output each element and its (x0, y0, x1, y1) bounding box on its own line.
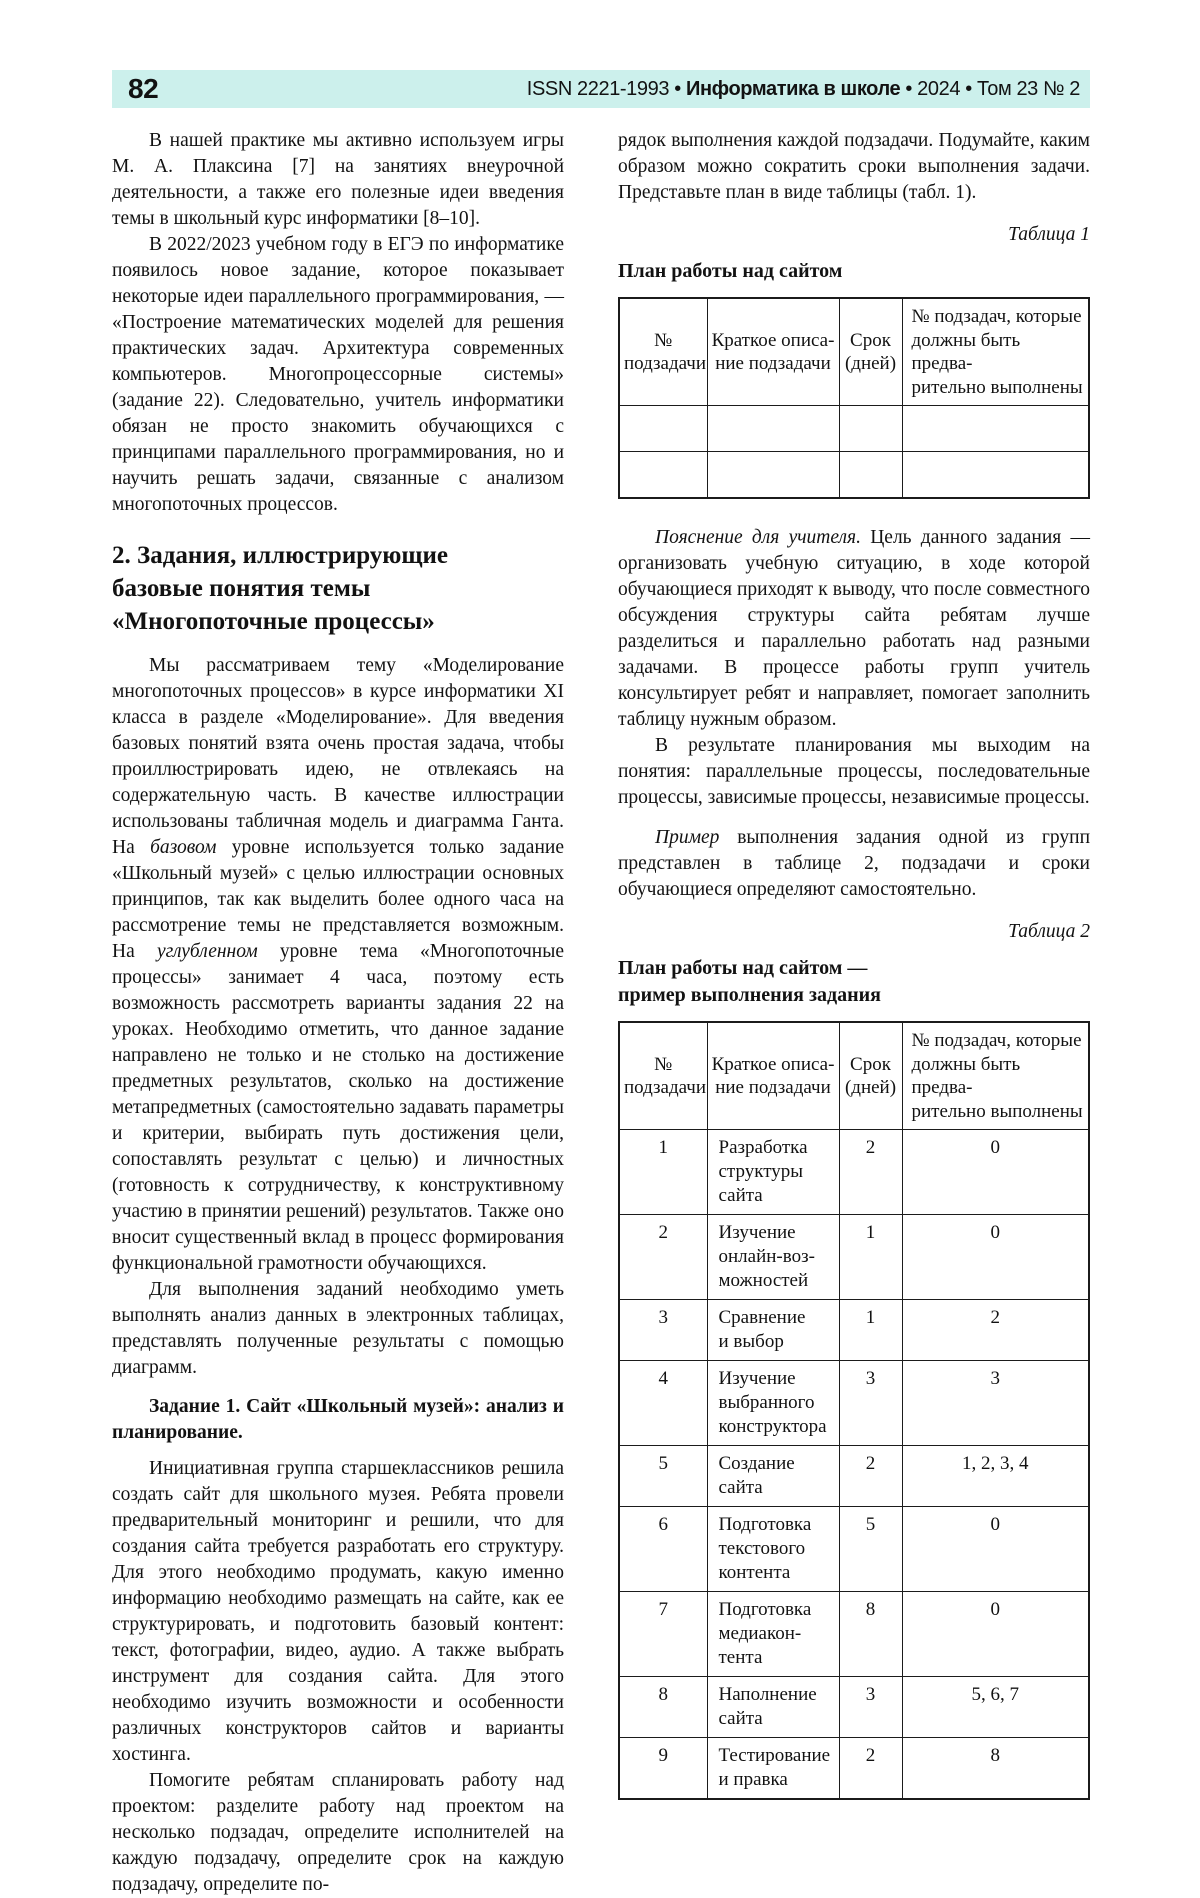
table-cell: Изучение выбранного конструктора (707, 1361, 839, 1446)
table-row (619, 1361, 1089, 1446)
paragraph-concepts: В результате планирования мы выходим на понятия: параллельные процессы, последовательные процессы, зависимые процессы, независимые процессы. (618, 735, 1090, 808)
table-1-header (619, 298, 1089, 406)
table-cell: 2 (902, 1300, 1089, 1361)
table-2-header (619, 1022, 1089, 1130)
table-cell (619, 452, 707, 499)
table-row (619, 1215, 1089, 1300)
text-run: Мы рассматриваем тему «Моделирование многопоточных процессов» в курсе информатики XI класса в разделе «Моделирование». Для введения базовых понятий взята очень простая задача, чтобы проиллюстрировать идею, не отвлекаясь на содержательную часть. В качестве иллюстрации использованы табличная модель и диаграмма Ганта. На (112, 655, 564, 858)
paragraph-practice: В нашей практике мы активно используем игры М. А. Плаксина [7] на занятиях внеурочной деятельности, а также его полезные идеи введения темы в школьный курс информатики [8–10]. (112, 130, 564, 229)
table-cell: Сравнение и выбор (707, 1300, 839, 1361)
table-cell: 5 (839, 1507, 902, 1592)
table-cell: Разработка структуры сайта (707, 1130, 839, 1215)
column-header-duration: Срок (дней) (839, 1022, 902, 1130)
table-cell: Наполнение сайта (707, 1677, 839, 1738)
table-2-caption: Таблица 2 (1008, 921, 1090, 942)
table-cell: Подготовка текстового контента (707, 1507, 839, 1592)
table-cell (707, 452, 839, 499)
table-cell: 2 (839, 1446, 902, 1507)
table-row (619, 1677, 1089, 1738)
table-cell: 0 (902, 1130, 1089, 1215)
paragraph-task-instructions: Помогите ребятам спланировать работу над проектом: разделите работу над проектом на несколько подзадач, определите исполнителей на каждую подзадачу, определите срок на каждую подзадачу, определите по- (112, 1770, 564, 1895)
italic-text-run: углубленном (157, 941, 258, 962)
table-1-title: План работы над сайтом (618, 260, 843, 282)
table-2-title: План работы над сайтом — пример выполнения задания (618, 957, 881, 1006)
column-header-subtask-number: № подзадачи (619, 1022, 707, 1130)
table-cell (902, 452, 1089, 499)
task-1-heading: Задание 1. Сайт «Школьный музей»: анализ и планирование. (112, 1396, 564, 1443)
table-cell: 9 (619, 1738, 707, 1800)
table-cell (839, 406, 902, 452)
paragraph-skills: Для выполнения заданий необходимо уметь выполнять анализ данных в электронных таблицах, представлять полученные результаты с помощью диаграмм. (112, 1279, 564, 1378)
table-row (619, 1592, 1089, 1677)
table-cell: 3 (619, 1300, 707, 1361)
table-cell: Тестирование и правка (707, 1738, 839, 1800)
italic-text-run: Пример (655, 827, 720, 848)
table-row (619, 406, 1089, 452)
paragraph-teacher-note (618, 525, 1090, 733)
column-header-subtask-number: № подзадачи (619, 298, 707, 406)
text-run: уровне тема «Многопоточные процессы» занимает 4 часа, поэтому есть возможность рассмотреть варианты задания 22 на уроках. Необходимо отметить, что данное задание направлено не только и не столько на достижение предметных результатов, сколько на достижение метапредметных (самостоятельно задавать параметры и критерии, выбирать путь достижения цели, сопоставлять результат с целью) и личностных (готовность к сотрудничеству, к конструктивному участию в принятии решений) результатов. Также оно вносит существенный вклад в процесс формирования функциональной грамотности обучающихся. (112, 941, 564, 1274)
table-cell: 5, 6, 7 (902, 1677, 1089, 1738)
column-header-duration: Срок (дней) (839, 298, 902, 406)
right-column (618, 128, 1090, 1898)
bold-text-run: Информатика в школе (686, 77, 901, 100)
table-cell: 0 (902, 1507, 1089, 1592)
table-row (619, 1446, 1089, 1507)
table-1-body (619, 406, 1089, 499)
page-header-bar (112, 70, 1090, 108)
table-cell: Подготовка медиакон- тента (707, 1592, 839, 1677)
table-row (619, 1507, 1089, 1592)
table-row (619, 1300, 1089, 1361)
italic-text-run: Пояснение для учителя. (655, 527, 861, 548)
table-cell: 1 (839, 1215, 902, 1300)
table-cell (707, 406, 839, 452)
table-1-site-plan (618, 297, 1090, 499)
text-run: уровне используется только задание «Школьный музей» с целью иллюстрации основных принципов, так как выделить более одного часа на рассмотрение темы не представляется возможным. На (112, 837, 564, 962)
table-cell (619, 406, 707, 452)
text-run: Цель данного задания — организовать учебную ситуацию, в ходе которой обучающиеся приходят к выводу, что после совместного обсуждения структуры сайта ребятам лучше разделиться и параллельно работать над разными задачами. В процессе работы групп учитель консультирует ребят и направляет, помогает заполнить таблицу нужным образом. (618, 527, 1090, 730)
table-cell: 5 (619, 1446, 707, 1507)
table-2-body (619, 1130, 1089, 1800)
table-cell: 2 (839, 1130, 902, 1215)
left-column (112, 128, 564, 1898)
text-run: • 2024 • Том 23 № 2 (900, 77, 1080, 100)
table-cell: 0 (902, 1215, 1089, 1300)
table-cell: 2 (619, 1215, 707, 1300)
table-cell: 3 (839, 1677, 902, 1738)
table-cell (839, 452, 902, 499)
paragraph-ege-task: В 2022/2023 учебном году в ЕГЭ по информатике появилось новое задание, которое показывает некоторые идеи параллельного программирования, — «Построение математических моделей для решения практических задач. Архитектура современных компьютеров. Многопроцессорные системы» (задание 22). Следовательно, учитель информатики обязан не просто знакомить обучающихся с принципами параллельного программирования, но и научить решать задачи, связанные с анализом многопоточных процессов. (112, 234, 564, 515)
table-cell: 4 (619, 1361, 707, 1446)
text-run: выполнения задания одной из групп представлен в таблице 2, подзадачи и сроки обучающиеся определяют самостоятельно. (618, 827, 1090, 900)
table-cell: Создание сайта (707, 1446, 839, 1507)
table-cell: 3 (902, 1361, 1089, 1446)
table-cell (902, 406, 1089, 452)
table-cell: 8 (902, 1738, 1089, 1800)
table-cell: 1, 2, 3, 4 (902, 1446, 1089, 1507)
journal-issue-info (527, 78, 1080, 101)
table-row (619, 1130, 1089, 1215)
paragraph-task-description: Инициативная группа старшеклассников решила создать сайт для школьного музея. Ребята провели предварительный мониторинг и решили, что для создания сайта требуется разработать его структуру. Для этого необходимо продумать, какую именно информацию необходимо размещать на сайте, как ее структурировать, и подготовить базовый контент: текст, фотографии, видео, аудио. А также выбрать инструмент для создания сайта. Для этого необходимо изучить возможности и особенности различных конструкторов сайтов и варианты хостинга. (112, 1458, 564, 1765)
table-cell: 6 (619, 1507, 707, 1592)
table-cell: 1 (839, 1300, 902, 1361)
paragraph-example (618, 825, 1090, 903)
table-cell: 3 (839, 1361, 902, 1446)
page-number: 82 (128, 73, 159, 104)
table-cell: 8 (619, 1677, 707, 1738)
section-heading: 2. Задания, иллюстрирующие базовые понятия темы «Многопоточные процессы» (112, 542, 449, 635)
text-run: ISSN 2221-1993 • (526, 77, 686, 100)
table-cell: 8 (839, 1592, 902, 1677)
table-cell: Изучение онлайн-воз- можностей (707, 1215, 839, 1300)
paragraph-topic-overview (112, 653, 564, 1277)
column-header-description: Краткое описа- ние подзадачи (707, 1022, 839, 1130)
paragraph-task-instructions-continued: рядок выполнения каждой подзадачи. Подумайте, каким образом можно сократить сроки выполнения задачи. Представьте план в виде таблицы (табл. 1). (618, 130, 1090, 203)
two-column-layout (112, 128, 1090, 1898)
table-header-row (619, 298, 1089, 406)
table-cell: 1 (619, 1130, 707, 1215)
table-row (619, 452, 1089, 499)
column-header-description: Краткое описа- ние подзадачи (707, 298, 839, 406)
italic-text-run: базовом (150, 837, 217, 858)
column-header-dependencies: № подзадач, которые должны быть предва- рительно выполнены (902, 298, 1089, 406)
table-1-caption: Таблица 1 (1008, 224, 1090, 245)
table-2-site-plan-example (618, 1021, 1090, 1800)
table-cell: 2 (839, 1738, 902, 1800)
table-row (619, 1738, 1089, 1800)
table-cell: 0 (902, 1592, 1089, 1677)
table-header-row (619, 1022, 1089, 1130)
column-header-dependencies: № подзадач, которые должны быть предва- рительно выполнены (902, 1022, 1089, 1130)
table-cell: 7 (619, 1592, 707, 1677)
